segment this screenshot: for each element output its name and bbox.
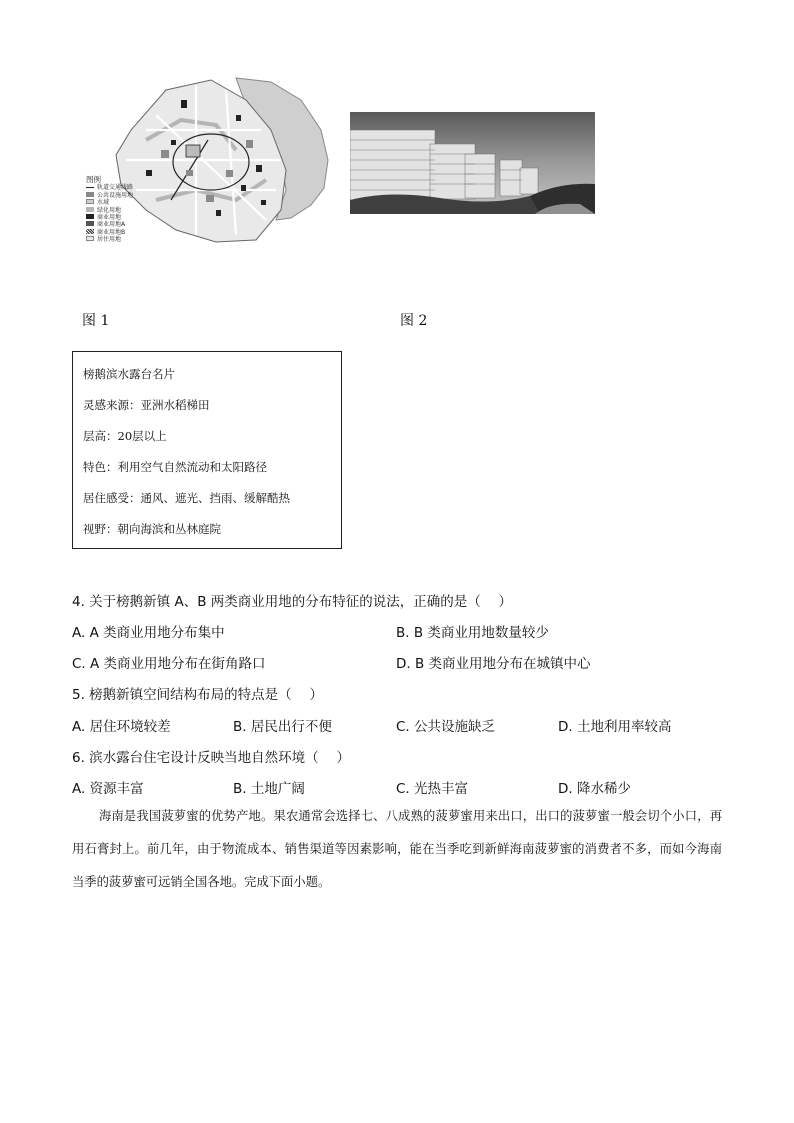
legend-item: 商业用地A [86, 221, 133, 228]
question-5-option-a: A. 居住环境较差 [72, 719, 171, 735]
question-4-stem: 4. 关于榜鹅新镇 A、B 两类商业用地的分布特征的说法，正确的是（ ） [72, 594, 513, 610]
legend-item: 商业用地B [86, 229, 133, 236]
question-5-option-d: D. 土地利用率较高 [558, 719, 672, 735]
figure-2-label: 图 2 [400, 313, 428, 329]
card-line: 居住感受：通风、遮光、挡雨、缓解酷热 [83, 491, 290, 505]
question-4-option-d: D. B 类商业用地分布在城镇中心 [396, 656, 591, 672]
legend-item: 公共设施用地 [86, 192, 133, 199]
card-line: 灵感来源：亚洲水稻梯田 [83, 398, 210, 412]
question-5-option-b: B. 居民出行不便 [233, 719, 332, 735]
question-4-option-c: C. A 类商业用地分布在街角路口 [72, 656, 266, 672]
town-map-figure [86, 70, 332, 248]
figure-1-label: 图 1 [82, 313, 110, 329]
card-line: 视野：朝向海滨和丛林庭院 [83, 522, 221, 536]
legend-title: 图例 [86, 175, 101, 184]
map-legend [86, 176, 133, 244]
town-center-block [186, 145, 200, 157]
question-4-option-b: B. B 类商业用地数量较少 [396, 625, 549, 641]
legend-item: 居住用地 [86, 236, 133, 243]
question-6-option-b: B. 土地广阔 [233, 781, 305, 797]
legend-item: 商业用地 [86, 214, 133, 221]
question-5-stem: 5. 榜鹅新镇空间结构布局的特点是（ ） [72, 687, 323, 703]
question-6-option-a: A. 资源丰富 [72, 781, 144, 797]
legend-item: 轨道交通线路 [86, 184, 133, 191]
card-line: 特色：利用空气自然流动和太阳路径 [83, 460, 267, 474]
question-5-option-c: C. 公共设施缺乏 [396, 719, 496, 735]
reading-passage: 海南是我国菠萝蜜的优势产地。果农通常会选择七、八成熟的菠萝蜜用来出口，出口的菠萝蜜一般会切个小口，再用石膏封上。前几年，由于物流成本、销售渠道等因素影响，能在当季吃到新鲜海南菠萝蜜的消费者不多，而如今海南当季的菠萝蜜可远销全国各地。完成下面小题。 [72, 809, 722, 889]
legend-item: 绿化用地 [86, 207, 133, 214]
legend-item: 水域 [86, 199, 133, 206]
card-line: 层高：20层以上 [83, 429, 167, 443]
waterfront-building-photo [350, 112, 595, 214]
question-6-option-d: D. 降水稀少 [558, 781, 631, 797]
question-4-option-a: A. A 类商业用地分布集中 [72, 625, 225, 641]
card-title: 榜鹅滨水露台名片 [83, 367, 175, 381]
info-card [72, 351, 342, 549]
question-6-stem: 6. 滨水露台住宅设计反映当地自然环境（ ） [72, 750, 350, 766]
question-6-option-c: C. 光热丰富 [396, 781, 469, 797]
